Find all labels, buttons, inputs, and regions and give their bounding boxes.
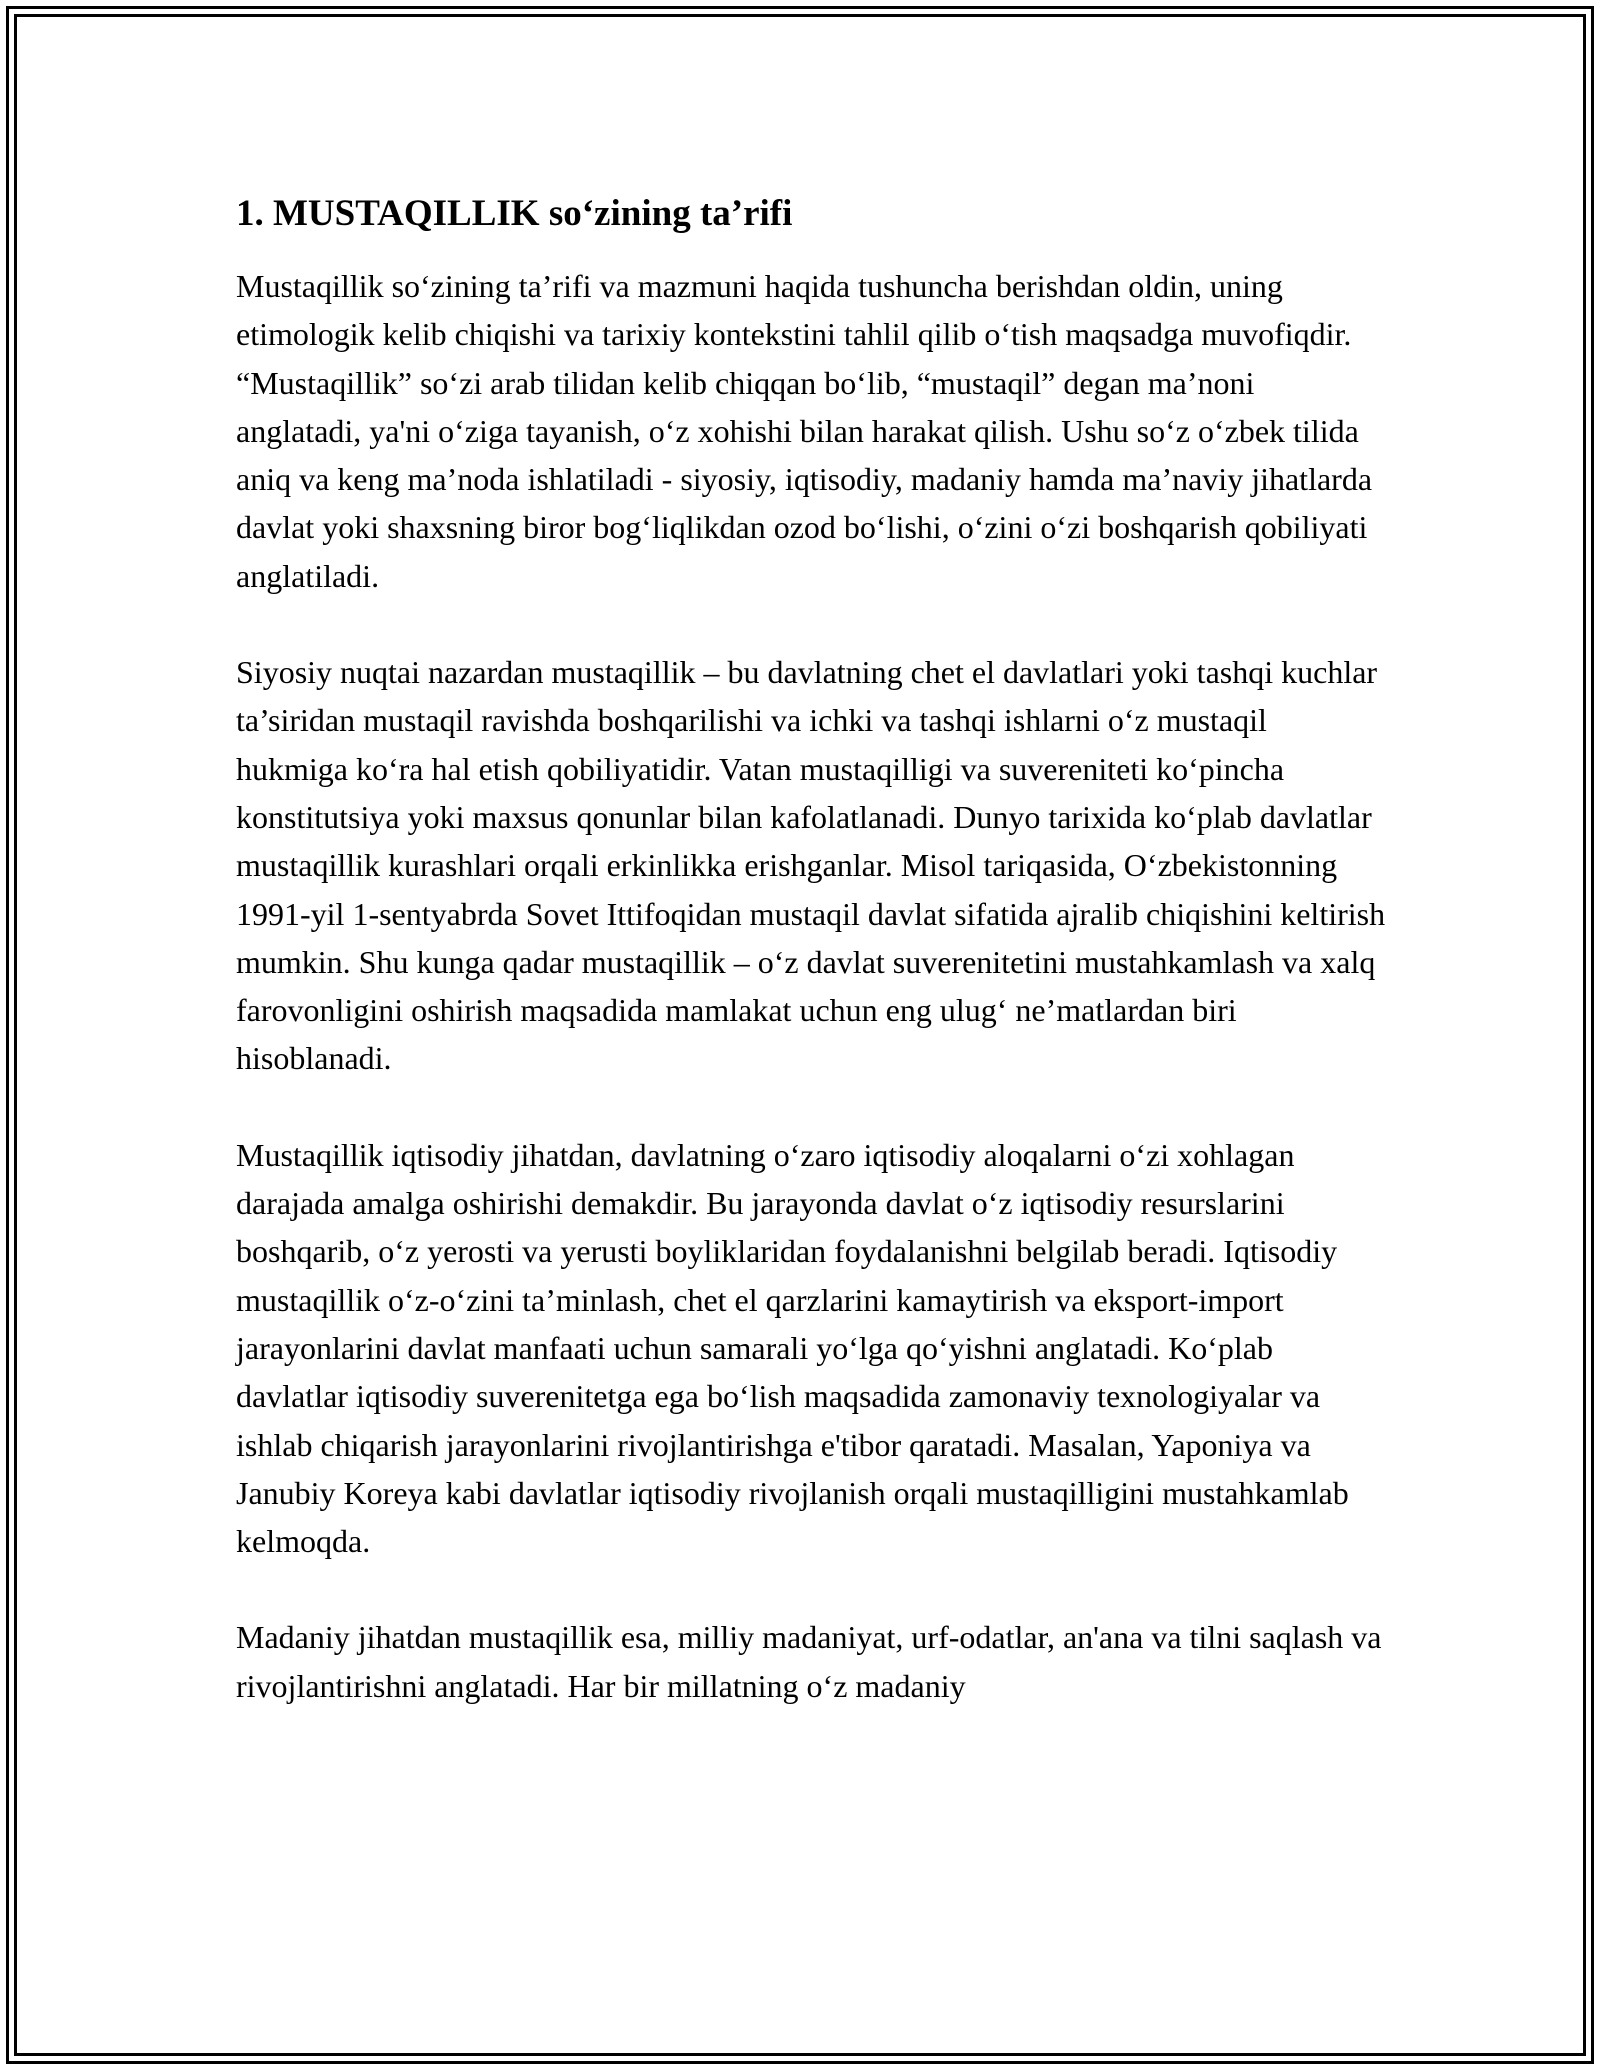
document-body bbox=[236, 186, 1386, 1758]
paragraph-cultural: Madaniy jihatdan mustaqillik esa, milliy madaniyat, urf-odatlar, an'ana va tilni saqlash va rivojlantirishni anglatadi. Har bir millatning o‘z madaniy bbox=[236, 1619, 1382, 1704]
paragraph-political: Siyosiy nuqtai nazardan mustaqillik – bu davlatning chet el davlatlari yoki tashqi kuchlar ta’siridan mustaqil ravishda boshqarilishi va ichki va tashqi ishlarni o‘z mustaqil hukmiga ko‘ra hal etish qobiliyatidir. Vatan mustaqilligi va suvereniteti ko‘pincha konstitutsiya yoki maxsus qonunlar bilan kafolatlanadi. Dunyo tarixida ko‘plab davlatlar mustaqillik kurashlari orqali erkinlikka erishganlar. Misol tariqasida, O‘zbekistonning 1991-yil 1-sentyabrda Sovet Ittifoqidan mustaqil davlat sifatida ajralib chiqishini keltirish mumkin. Shu kunga qadar mustaqillik – o‘z davlat suverenitetini mustahkamlash va xalq farovonligini oshirish maqsadida mamlakat uchun eng ulug‘ ne’matlardan biri hisoblanadi. bbox=[236, 654, 1386, 1077]
paragraph-etymology: Mustaqillik so‘zining ta’rifi va mazmuni haqida tushuncha berishdan oldin, uning etimologik kelib chiqishi va tarixiy kontekstini tahlil qilib o‘tish maqsadga muvofiqdir. “Mustaqillik” so‘zi arab tilidan kelib chiqqan bo‘lib, “mustaqil” degan ma’noni anglatadi, ya'ni o‘ziga tayanish, o‘z xohishi bilan harakat qilish. Ushu so‘z o‘zbek tilida aniq va keng ma’noda ishlatiladi - siyosiy, iqtisodiy, madaniy hamda ma’naviy jihatlarda davlat yoki shaxsning biror bog‘liqlikdan ozod bo‘lishi, o‘zini o‘zi boshqarish qobiliyati anglatiladi. bbox=[236, 268, 1373, 594]
section-heading: 1. MUSTAQILLIK so‘zining ta’rifi bbox=[236, 193, 793, 234]
paragraph-economic: Mustaqillik iqtisodiy jihatdan, davlatning o‘zaro iqtisodiy aloqalarni o‘zi xohlagan darajada amalga oshirishi demakdir. Bu jarayonda davlat o‘z iqtisodiy resurslarini boshqarib, o‘z yerosti va yerusti boyliklaridan foydalanishni belgilab beradi. Iqtisodiy mustaqillik o‘z-o‘zini ta’minlash, chet el qarzlarini kamaytirish va eksport-import jarayonlarini davlat manfaati uchun samarali yo‘lga qo‘yishni anglatadi. Ko‘plab davlatlar iqtisodiy suverenitetga ega bo‘lish maqsadida zamonaviy texnologiyalar va ishlab chiqarish jarayonlarini rivojlantirishga e'tibor qaratadi. Masalan, Yaponiya va Janubiy Koreya kabi davlatlar iqtisodiy rivojlanish orqali mustaqilligini mustahkamlab kelmoqda. bbox=[236, 1136, 1349, 1560]
